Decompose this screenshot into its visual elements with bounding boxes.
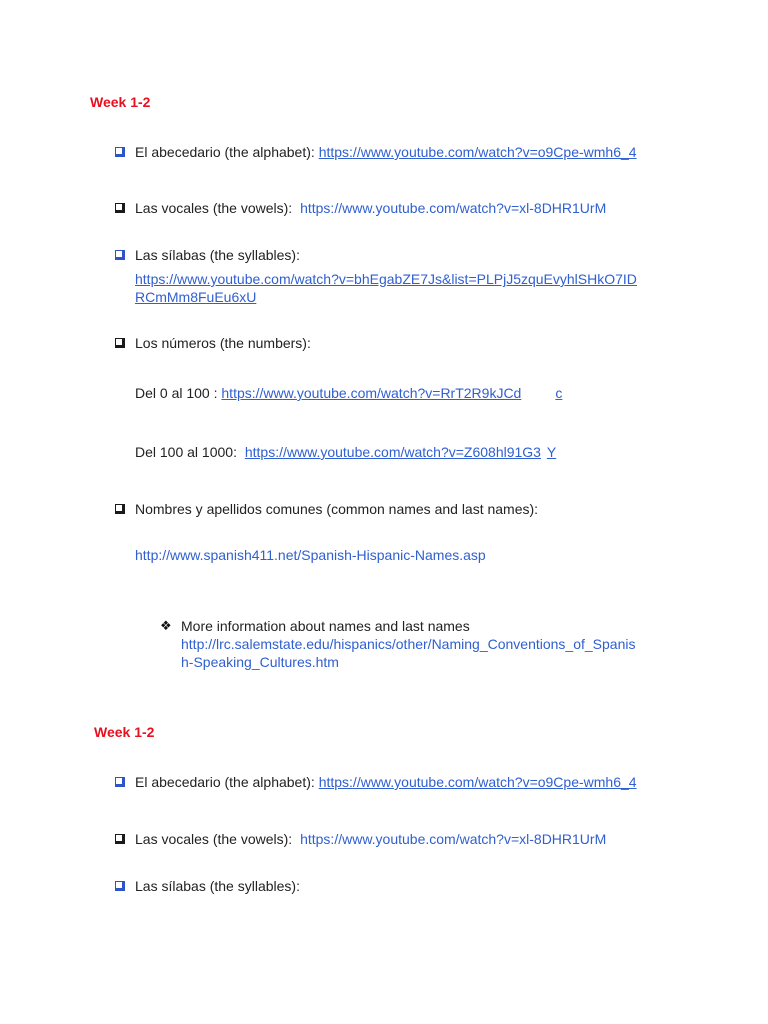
alphabet-link[interactable]: https://www.youtube.com/watch?v=o9Cpe-wmh6_4 [318, 144, 637, 160]
week-heading: Week 1-2 [90, 94, 151, 110]
vowels-link[interactable]: https://www.youtube.com/watch?v=xl-8DHR1UrM [300, 200, 607, 216]
range1-link[interactable]: https://www.youtube.com/watch?v=RrT2R9kJCd [221, 385, 522, 401]
alphabet-label: El abecedario (the alphabet): [135, 774, 315, 790]
checkbox-bullet-icon [115, 777, 125, 787]
checkbox-bullet-icon [115, 203, 125, 213]
checkbox-bullet-icon [115, 338, 125, 348]
numbers-range1 [135, 384, 562, 402]
numbers-range2 [135, 443, 556, 461]
checkbox-bullet-icon [115, 147, 125, 157]
range2-label: Del 100 al 1000: [135, 444, 237, 460]
alphabet-label: El abecedario (the alphabet): [135, 144, 315, 160]
more-info-label: More information about names and last names [181, 618, 470, 634]
week-heading: Week 1-2 [94, 724, 155, 740]
checkbox-bullet-icon [115, 881, 125, 891]
syllables-label: Las sílabas (the syllables): [135, 247, 300, 263]
range1-link-suffix[interactable]: c [555, 385, 563, 401]
vowels-label: Las vocales (the vowels): [135, 831, 293, 847]
list-item-alphabet [135, 143, 637, 161]
numbers-label: Los números (the numbers): [135, 335, 311, 351]
names-link[interactable]: http://www.spanish411.net/Spanish-Hispanic-Names.asp [135, 547, 486, 563]
syllables-link-line1[interactable]: https://www.youtube.com/watch?v=bhEgabZE7Js&list=PLPjJ5zquEvyhlSHkO7ID [135, 271, 637, 287]
names-label: Nombres y apellidos comunes (common names and last names): [135, 501, 539, 517]
checkbox-bullet-icon [115, 250, 125, 260]
checkbox-bullet-icon [115, 834, 125, 844]
more-info-link-line1[interactable]: http://lrc.salemstate.edu/hispanics/other/Naming_Conventions_of_Spanis [181, 636, 636, 652]
more-info-link-line2[interactable]: h-Speaking_Cultures.htm [181, 654, 339, 670]
vowels-link[interactable]: https://www.youtube.com/watch?v=xl-8DHR1UrM [300, 831, 607, 847]
range1-label: Del 0 al 100 : [135, 385, 218, 401]
checkbox-bullet-icon [115, 504, 125, 514]
list-item-vowels [135, 830, 606, 848]
vowels-label: Las vocales (the vowels): [135, 200, 293, 216]
syllables-link-line2[interactable]: RCmMm8FuEu6xU [135, 289, 257, 305]
range2-link[interactable]: https://www.youtube.com/watch?v=Z608hl91G3 [244, 444, 541, 460]
range2-link-suffix[interactable]: Y [546, 444, 557, 460]
syllables-label: Las sílabas (the syllables): [135, 878, 300, 894]
list-item-alphabet [135, 773, 637, 791]
alphabet-link[interactable]: https://www.youtube.com/watch?v=o9Cpe-wmh6_4 [318, 774, 637, 790]
diamond-bullet-icon: ❖ [160, 618, 172, 633]
list-item-vowels [135, 199, 606, 217]
